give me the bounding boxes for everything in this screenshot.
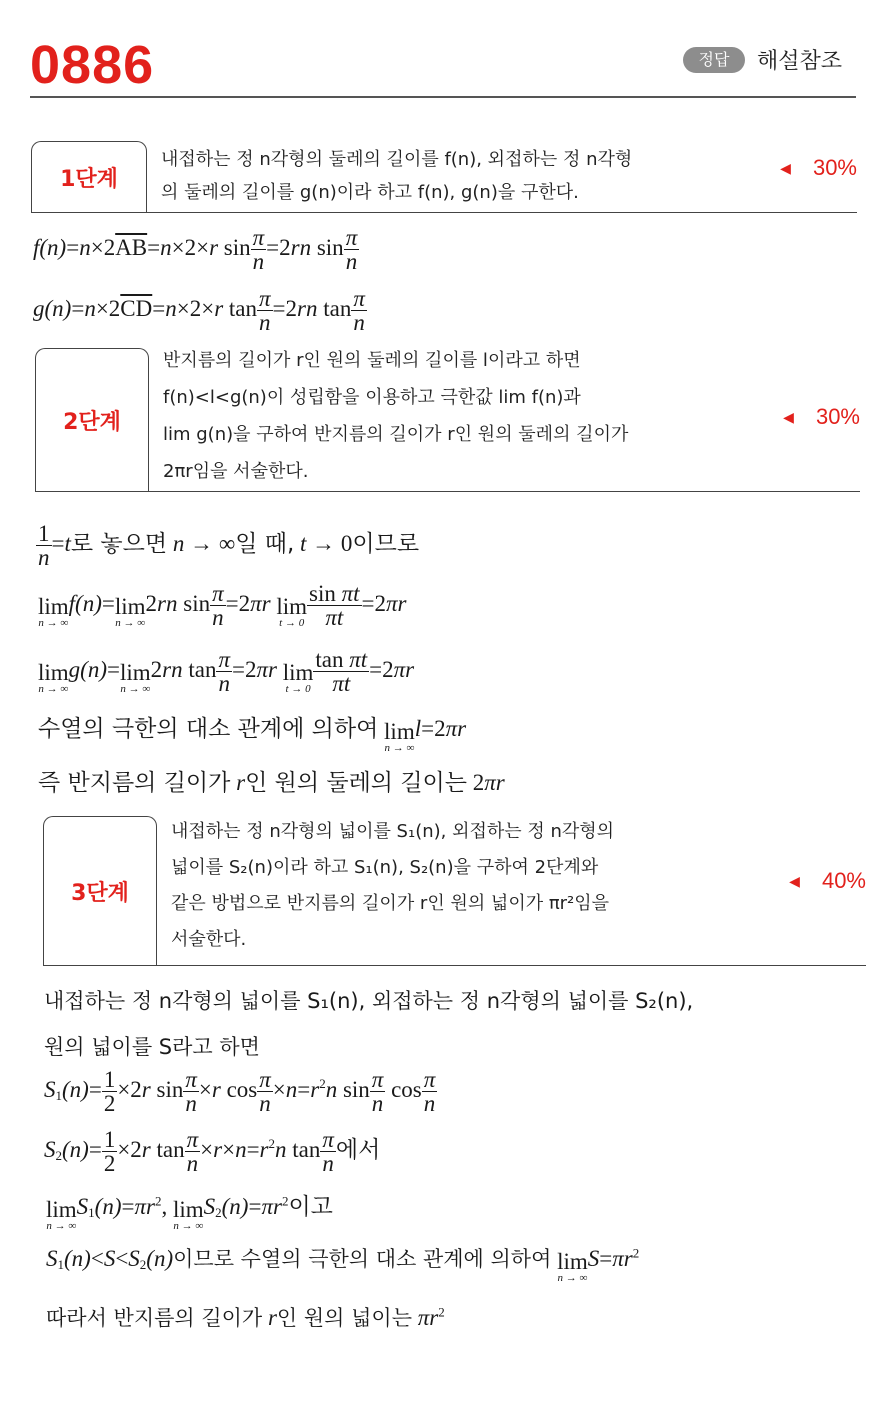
step-2-rule <box>35 491 860 492</box>
area-intro-line-1: 내접하는 정 n각형의 넓이를 S₁(n), 외접하는 정 n각형의 넓이를 S₂(n), <box>44 989 694 1013</box>
answer-badge: 정답 <box>683 47 745 73</box>
problem-number: 0886 <box>30 35 155 95</box>
final-conclusion: 따라서 반지름의 길이가 r인 원의 넓이는 $\pi r^2$ <box>46 1304 445 1330</box>
step-1-rule <box>31 212 857 213</box>
step-1-label: 1단계 <box>31 141 147 213</box>
step-2-line-2: f(n)<l<g(n)이 성립함을 이용하고 극한값 lim f(n)과 <box>163 387 581 408</box>
equation-s1: $S_1(n)=$ $\frac{1}{2}$ ×2r sin $\frac{\pi}{n}$ ×r cos $\frac{\pi}{n}$ $\times n=r^2n$ sin $\frac{\pi}{n}$ cos $\frac{\pi}{n}$ <box>44 1067 436 1116</box>
limit-g-equation: lim n → ∞ g(n)= lim n → ∞ 2rn tan $\frac{\pi}{n}$ =2πr lim t → 0 $\frac{\text{tan πt}}{\pi t}$ =2πr <box>38 647 415 696</box>
answer-text: 해설참조 <box>757 49 843 74</box>
inequality-line: $S_1(n)<S<S_2(n)$이므로 수열의 극한의 대소 관계에 의하여 lim n → ∞ $S=\pi r^2$ <box>46 1245 640 1284</box>
header-divider <box>30 96 856 98</box>
step-1-description <box>161 143 632 209</box>
step-3-percent: ◀ 40% <box>789 868 866 893</box>
limit-f-equation: lim n → ∞ f(n)= lim n → ∞ 2rn sin $\frac{\pi}{n}$ =2πr lim t → 0 $\frac{\text{sin πt}}{\pi t}$ =2πr <box>38 581 407 630</box>
step-2-description <box>163 342 628 490</box>
step-2-box <box>35 348 860 492</box>
step-3-label: 3단계 <box>43 816 157 966</box>
step-1-line-1: 내접하는 정 n각형의 둘레의 길이를 f(n), 외접하는 정 n각형 <box>161 149 633 170</box>
step-2-label: 2단계 <box>35 348 149 492</box>
step-3-line-1: 내접하는 정 n각형의 넓이를 S₁(n), 외접하는 정 n각형의 <box>171 821 615 842</box>
step-1-line-2: 의 둘레의 길이를 g(n)이라 하고 f(n), g(n)을 구한다. <box>161 182 579 203</box>
squeeze-line: 수열의 극한의 대소 관계에 의하여 lim n → ∞ l=2πr <box>38 716 467 754</box>
step-2-line-1: 반지름의 길이가 r인 원의 둘레의 길이를 l이라고 하면 <box>163 350 581 371</box>
equation-f: $f(n)=n\times 2\overline{AB}=n\times 2\times r$ sin $\frac{\pi}{n}$ =2rn sin $\frac{\pi}{n}$ <box>33 225 358 274</box>
step-3-line-4: 서술한다. <box>171 929 247 950</box>
limit-s-equation: lim n → ∞ $S_1(n)=\pi r^2$, lim n → ∞ $S_2(n)=\pi r^2$이고 <box>46 1193 333 1232</box>
step-2-percent: ◀ 30% <box>783 404 860 429</box>
step-3-rule <box>43 965 866 966</box>
step-3-description <box>171 814 614 958</box>
step-1-box <box>31 141 857 213</box>
step-1-percent: ◀ 30% <box>780 155 857 180</box>
area-intro-line-2: 원의 넓이를 S라고 하면 <box>44 1035 260 1059</box>
step-2-line-3: lim g(n)을 구하여 반지름의 길이가 r인 원의 둘레의 길이가 <box>163 424 629 445</box>
step-3-line-3: 같은 방법으로 반지름의 길이가 r인 원의 넓이가 πr²임을 <box>171 893 610 914</box>
substitution-line: $\frac{1}{n}$ =t로 놓으면 n → ∞일 때, t → 0이므로 <box>38 521 420 570</box>
step-3-line-2: 넓이를 S₂(n)이라 하고 S₁(n), S₂(n)을 구하여 2단계와 <box>171 857 599 878</box>
step-2-line-4: 2πr임을 서술한다. <box>163 461 309 482</box>
circumference-conclusion: 즉 반지름의 길이가 r인 원의 둘레의 길이는 2πr <box>38 770 505 796</box>
equation-g: $g(n)=n\times 2\overline{CD}=n\times 2\times r$ tan $\frac{\pi}{n}$ =2rn tan $\frac{\pi}{n}$ <box>33 286 365 335</box>
equation-s2: $S_2(n)=$ $\frac{1}{2}$ ×2r tan $\frac{\pi}{n}$ $\times r\times n=r^2n$ tan $\frac{\pi}{n}$ 에서 <box>44 1127 381 1176</box>
step-3-box <box>43 816 866 966</box>
